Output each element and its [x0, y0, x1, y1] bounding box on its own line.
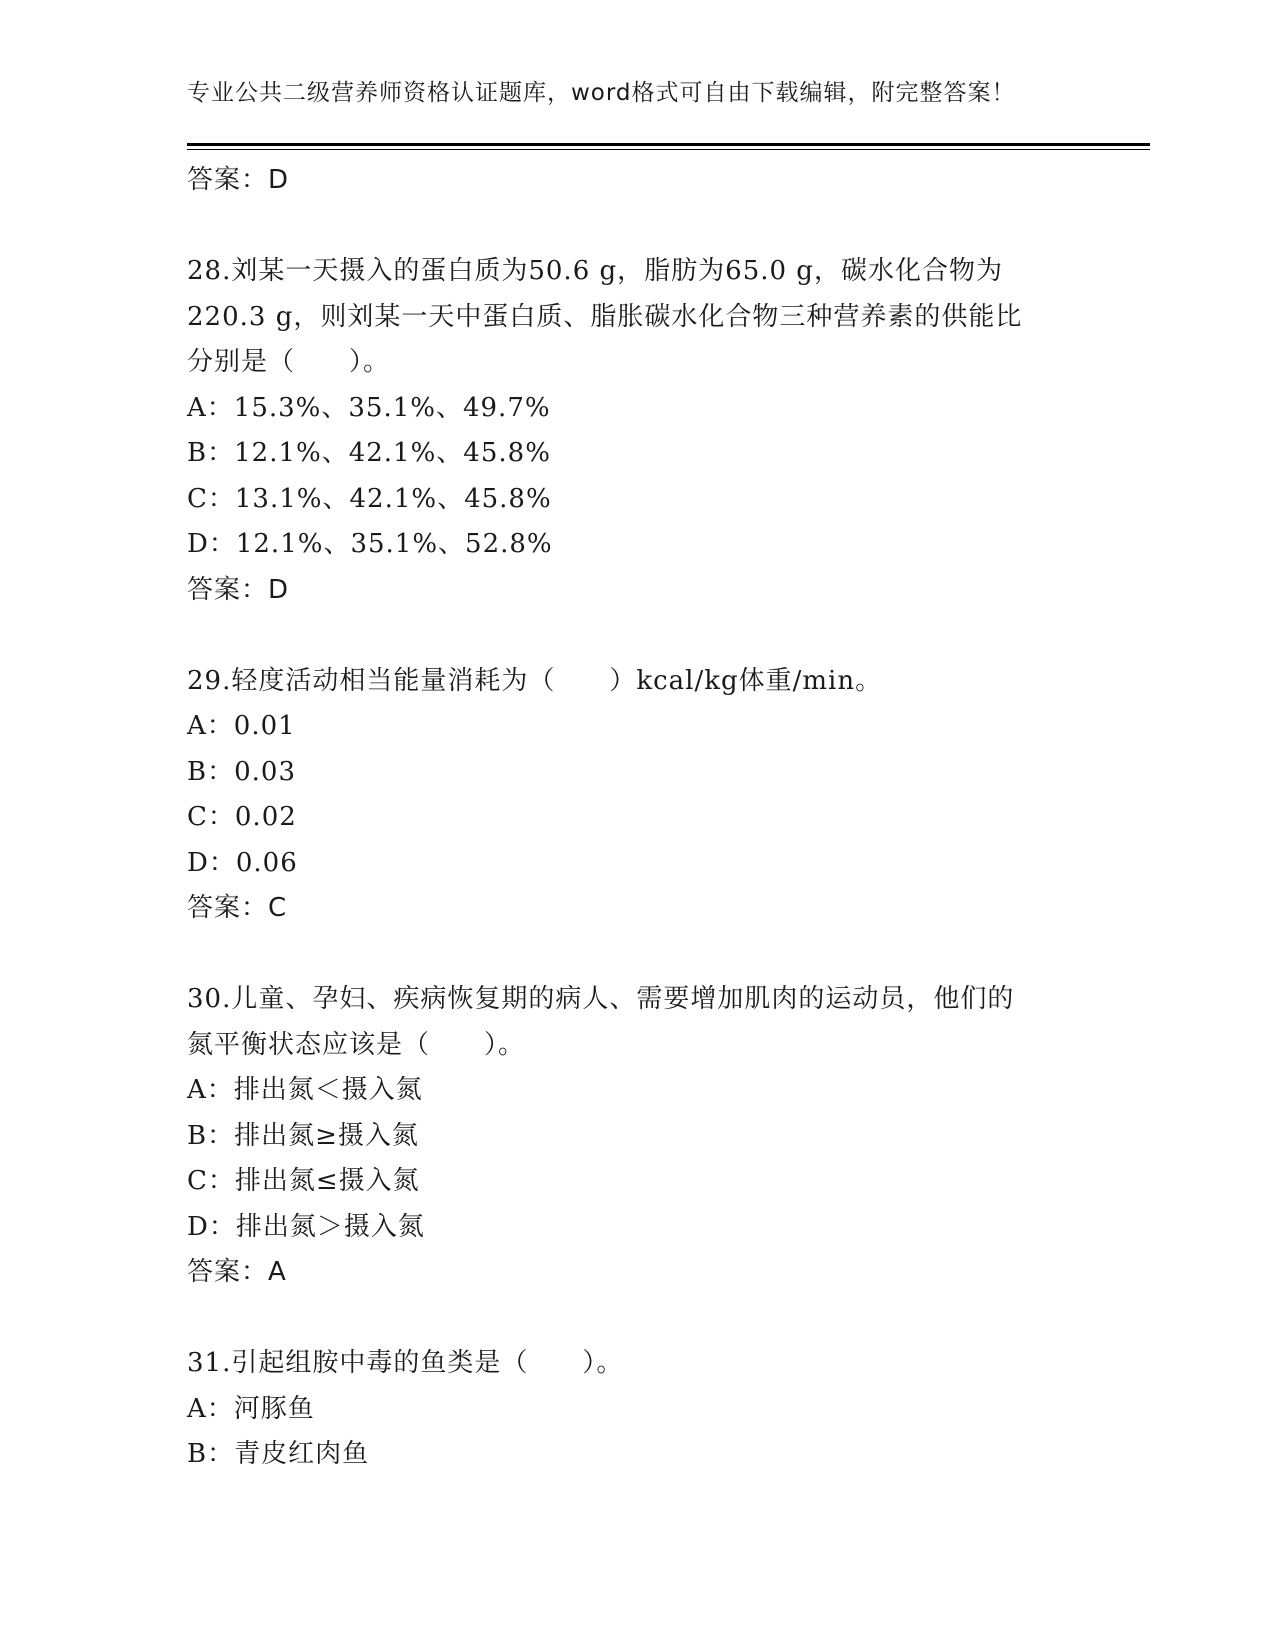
spacer [187, 204, 1087, 250]
option-d: D：12.1%、35.1%、52.8% [187, 529, 553, 559]
spacer [187, 1296, 1087, 1342]
question-stem-line: 分别是（ ）。 [187, 347, 391, 377]
option-a: A：15.3%、35.1%、49.7% [187, 392, 551, 423]
header-rule-thick [187, 143, 1150, 146]
page-header: 专业公共二级营养师资格认证题库，word格式可自由下载编辑，附完整答案！ [187, 80, 1016, 106]
option-d: D：0.06 [187, 847, 298, 878]
spacer [187, 932, 1087, 978]
question-stem-line: 30.儿童、孕妇、疾病恢复期的病人、需要增加肌肉的运动员，他们的 [187, 984, 1015, 1014]
answer-line: 答案：D [187, 574, 290, 605]
answer-line: 答案：A [187, 1257, 287, 1287]
option-c: C：13.1%、42.1%、45.8% [187, 483, 552, 514]
spacer [187, 613, 1087, 659]
option-b: B：12.1%、42.1%、45.8% [187, 438, 551, 468]
option-c: C：0.02 [187, 802, 297, 832]
question-stem-line: 29.轻度活动相当能量消耗为（ ）kcal/kg体重/min。 [187, 665, 883, 696]
question-stem-line: 氮平衡状态应该是（ ）。 [187, 1029, 526, 1060]
option-a: A：排出氮＜摄入氮 [187, 1075, 423, 1105]
question-30 [187, 977, 1087, 1296]
answer-line: 答案：C [187, 893, 288, 923]
header-rule-thin [187, 149, 1150, 150]
option-c: C：排出氮≤摄入氮 [187, 1166, 420, 1196]
question-29 [187, 659, 1087, 932]
question-stem-line: 31.引起组胺中毒的鱼类是（ ）。 [187, 1348, 624, 1378]
answer-line: 答案：D [187, 165, 290, 195]
option-d: D：排出氮＞摄入氮 [187, 1211, 425, 1242]
question-stem-line: 28.刘某一天摄入的蛋白质为50.6 g，脂肪为65.0 g，碳水化合物为 [187, 256, 1003, 286]
question-content [187, 158, 1087, 1478]
question-stem-line: 220.3 g，则刘某一天中蛋白质、脂胀碳水化合物三种营养素的供能比 [187, 301, 1023, 332]
option-b: B：青皮红肉鱼 [187, 1439, 370, 1469]
option-b: B：排出氮≥摄入氮 [187, 1120, 419, 1151]
option-b: B：0.03 [187, 756, 296, 787]
option-a: A：0.01 [187, 711, 296, 741]
option-a: A：河豚鱼 [187, 1393, 315, 1424]
question-28 [187, 249, 1087, 613]
question-31 [187, 1341, 1087, 1478]
